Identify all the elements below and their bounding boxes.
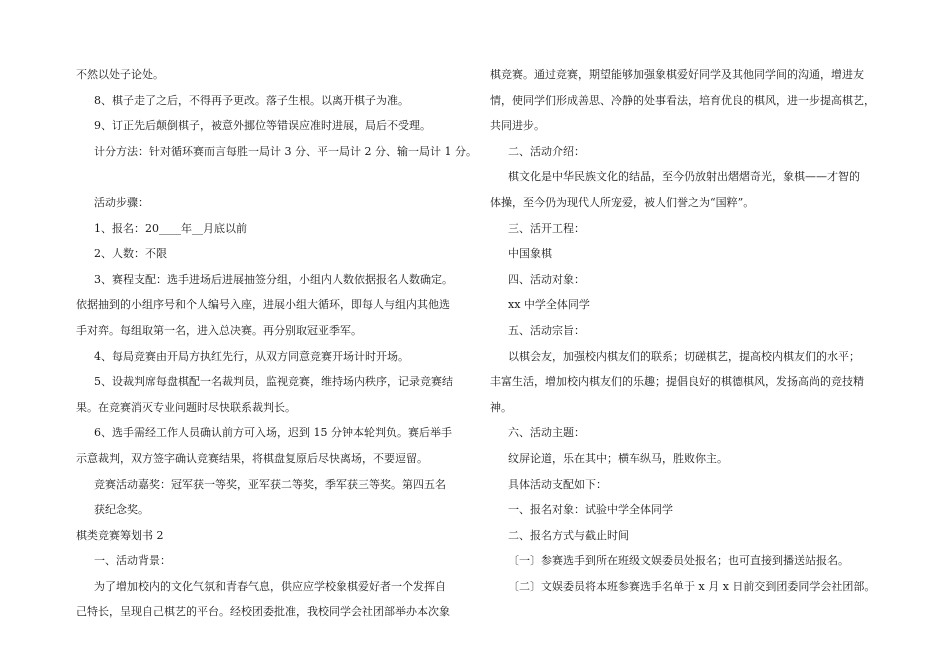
right-paragraph-line: 棋竞赛。通过竞赛，期望能够加强象棋爱好同学及其他同学间的沟通，增进友 xyxy=(490,68,864,81)
left-paragraph-line: 活动步骤： xyxy=(94,195,149,209)
right-paragraph-line: 神。 xyxy=(490,400,512,414)
right-paragraph-line: 二、报名方式与截止时间 xyxy=(508,528,629,542)
left-paragraph-line: 为了增加校内的文化气氛和青春气息，供应应学校象棋爱好者一个发挥自 xyxy=(94,579,446,593)
left-paragraph-line: 依据抽到的小组序号和个人编号入座，进展小组大循环，即每人与组内其他选 xyxy=(76,298,450,312)
left-paragraph-line: 9、订正先后颠倒棋子，被意外挪位等错误应准时进展，局后不受理。 xyxy=(94,119,431,133)
right-paragraph-line: 二、活动介绍： xyxy=(508,144,585,158)
left-paragraph-line: 5、设裁判席每盘棋配一名裁判员，监视竞赛，维持场内秩序，记录竞赛结 xyxy=(94,375,453,389)
right-text-column xyxy=(490,62,915,599)
right-paragraph-line: 棋文化是中华民族文化的结晶，至今仍放射出熠熠奇光，象棋——才智的 xyxy=(508,170,860,184)
right-paragraph-line: 一、报名对象：试验中学全体同学 xyxy=(508,503,673,517)
left-paragraph-line: 不然以处子论处。 xyxy=(76,68,164,81)
left-paragraph-line: 己特长，呈现自己棋艺的平台。经校团委批准，我校同学会社团部举办本次象 xyxy=(76,605,450,619)
left-paragraph-line: 6、选手需经工作人员确认前方可入场，迟到 15 分钟本轮判负。赛后举手 xyxy=(94,426,452,440)
right-paragraph-line: 五、活动宗旨： xyxy=(508,323,585,337)
right-paragraph-line: 体操，至今仍为现代人所宠爱，被人们誉之为“国粹”。 xyxy=(490,195,755,209)
right-paragraph-line: 〔二〕文娱委员将本班参赛选手名单于 x 月 x 日前交到团委同学会社团部。 xyxy=(508,579,876,593)
right-paragraph-line: 三、活开工程： xyxy=(508,221,585,235)
left-text-column xyxy=(76,62,494,625)
right-paragraph-line: 情，使同学们形成善思、冷静的处事看法，培育优良的棋风，进一步提高棋艺， xyxy=(490,93,875,107)
left-paragraph-line: 棋类竞赛筹划书 2 xyxy=(76,528,164,542)
right-paragraph-line: 中国象棋 xyxy=(508,247,552,261)
left-paragraph-line: 竞赛活动嘉奖：冠军获一等奖，亚军获二等奖，季军获三等奖。第四五名 xyxy=(94,477,446,491)
left-paragraph-line: 4、每局竞赛由开局方执红先行，从双方同意竞赛开场计时开场。 xyxy=(94,349,409,363)
left-paragraph-line: 3、赛程支配：选手进场后进展抽签分组，小组内人数依据报名人数确定。 xyxy=(94,272,453,286)
left-paragraph-line xyxy=(76,164,494,190)
right-paragraph-line: xx 中学全体同学 xyxy=(508,298,590,312)
left-paragraph-line: 获纪念奖。 xyxy=(94,503,149,517)
right-paragraph-line: 丰富生活，增加校内棋友们的乐趣；提倡良好的棋德棋风，发扬高尚的竞技精 xyxy=(490,375,864,389)
left-paragraph-line: 8、棋子走了之后，不得再予更改。落子生根。以离开棋子为准。 xyxy=(94,93,409,107)
left-paragraph-line: 手对弈。每组取第一名，进入总决赛。再分别取冠亚季军。 xyxy=(76,323,362,337)
left-paragraph-line: 示意裁判，双方签字确认竞赛结果，将棋盘复原后尽快离场，不要逗留。 xyxy=(76,451,428,465)
right-paragraph-line: 六、活动主题： xyxy=(508,426,585,440)
left-paragraph-line: 果。在竞赛消灭专业问题时尽快联系裁判长。 xyxy=(76,400,296,414)
right-paragraph-line: 以棋会友，加强校内棋友们的联系；切磋棋艺，提高校内棋友们的水平； xyxy=(508,349,860,363)
right-paragraph-line: 〔一〕参赛选手到所在班级文娱委员处报名；也可直接到播送站报名。 xyxy=(508,554,849,568)
right-paragraph-line: 共同进步。 xyxy=(490,119,545,133)
right-paragraph-line: 具体活动支配如下： xyxy=(508,477,607,491)
left-paragraph-line: 计分方法：针对循环赛而言每胜一局计 3 分、平一局计 2 分、输一局计 1 分。 xyxy=(94,144,477,158)
left-paragraph-line: 1、报名：20____年__月底以前 xyxy=(94,221,247,235)
left-paragraph-line: 一、活动背景： xyxy=(94,554,171,568)
right-paragraph-line: 四、活动对象： xyxy=(508,272,585,286)
left-paragraph-line: 2、人数：不限 xyxy=(94,247,167,261)
right-paragraph-line: 纹屏论道，乐在其中；横车纵马，胜败你主。 xyxy=(508,451,728,465)
